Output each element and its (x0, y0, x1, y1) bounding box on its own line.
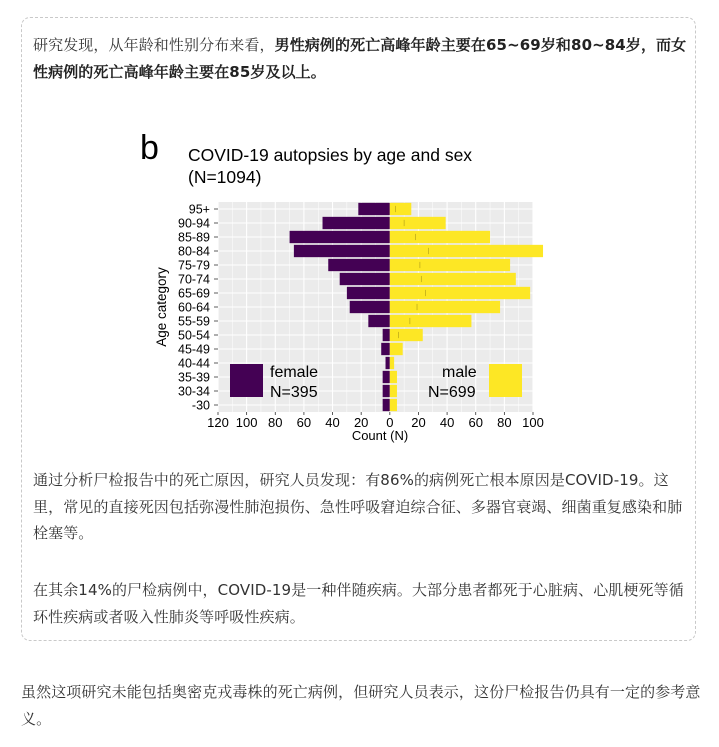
bar-male-95+ (390, 203, 411, 215)
bar-female-35-39 (383, 371, 390, 383)
x-tick-label: 40 (325, 415, 340, 430)
y-tick-label: -30 (191, 398, 210, 413)
comorbidity-paragraph: 在其余14%的尸检病例中，COVID-19是一种伴随疾病。大部分患者都死于心脏病、心肌梗死等循环性疾病或者吸入性肺炎等呼吸性疾病。 (33, 581, 684, 626)
y-axis-title: Age category (154, 267, 169, 347)
y-tick-label: 30-34 (178, 384, 210, 399)
bar-female-45-49 (381, 343, 390, 355)
bar-female-75-79 (328, 259, 390, 271)
x-tick-label: 100 (522, 415, 544, 430)
bar-male-30-34 (390, 385, 397, 397)
age-sex-pyramid-figure (140, 124, 544, 454)
y-tick-label: 60-64 (178, 300, 210, 315)
bar-female-85-89 (290, 231, 390, 243)
chart-title: COVID-19 autopsies by age and sex (188, 145, 473, 165)
bar-female-30-34 (383, 385, 390, 397)
x-tick-label: 60 (296, 415, 312, 430)
y-tick-label: 70-74 (178, 272, 210, 287)
y-tick-label: 95+ (188, 202, 210, 217)
bar-female-80-84 (294, 245, 390, 257)
legend-male-swatch (489, 364, 522, 397)
y-tick-labels (178, 203, 218, 413)
bar-female-60-64 (350, 301, 390, 313)
legend-female-name: female (270, 364, 319, 381)
bar-male-40-44 (390, 357, 394, 369)
bar-male-75-79 (390, 259, 510, 271)
bar-female-95+ (358, 203, 390, 215)
legend-female-swatch (230, 364, 263, 397)
bar-male-60-64 (390, 301, 500, 313)
y-tick-label: 55-59 (178, 314, 210, 329)
y-tick-label: 80-84 (178, 244, 210, 259)
bar-male-50-54 (390, 329, 423, 341)
y-tick-label: 40-44 (178, 356, 210, 371)
bar-male-90-94 (390, 217, 446, 229)
y-tick-label: 50-54 (178, 328, 210, 343)
y-tick-label: 85-89 (178, 230, 210, 245)
legend-female-count: N=395 (270, 384, 318, 401)
bar-male--30 (390, 399, 397, 411)
x-tick-label: 120 (207, 415, 229, 430)
bar-male-55-59 (390, 315, 472, 327)
cause-of-death-paragraph: 通过分析尸检报告中的死亡原因，研究人员发现：有86%的病例死亡根本原因是COVID-19。这里，常见的直接死因包括弥漫性肺泡损伤、急性呼吸窘迫综合征、多器官衰竭、细菌重复感染和肺栓塞等。 (33, 471, 683, 542)
bar-male-70-74 (390, 273, 516, 285)
findings-intro-text: 研究发现，从年龄和性别分布来看， (33, 36, 275, 54)
conclusion-paragraph: 虽然这项研究未能包括奥密克戎毒株的死亡病例，但研究人员表示，这份尸检报告仍具有一定的参考意义。 (21, 683, 701, 728)
chart-subtitle: (N=1094) (188, 167, 262, 187)
legend-male-count: N=699 (428, 384, 476, 401)
x-tick-label: 80 (268, 415, 283, 430)
bar-male-45-49 (390, 343, 403, 355)
y-tick-label: 65-69 (178, 286, 210, 301)
y-tick-label: 35-39 (178, 370, 210, 385)
findings-bold-text: 男性病例的死亡高峰年龄主要在65~69岁和80~84岁，而女性病例的死亡高峰年龄主要在85岁及以上。 (33, 36, 687, 81)
bar-female-50-54 (383, 329, 390, 341)
bar-female--30 (383, 399, 390, 411)
bar-female-55-59 (368, 315, 389, 327)
bar-female-90-94 (323, 217, 390, 229)
bar-male-85-89 (390, 231, 490, 243)
x-axis-title: Count (N) (351, 428, 409, 443)
bar-female-40-44 (386, 357, 390, 369)
pyramid-chart (140, 124, 544, 454)
bar-male-35-39 (390, 371, 397, 383)
x-tick-label: 100 (235, 415, 258, 430)
x-tick-label: 20 (353, 415, 369, 430)
y-tick-label: 45-49 (178, 342, 210, 357)
x-tick-label: 60 (468, 415, 483, 430)
panel-label: b (140, 129, 159, 167)
x-tick-label: 40 (439, 415, 455, 430)
bar-male-80-84 (390, 245, 543, 257)
legend-male-name: male (442, 364, 477, 381)
x-tick-label: 20 (411, 415, 426, 430)
x-tick-label: 80 (497, 415, 512, 430)
x-tick-label: 0 (386, 415, 394, 430)
y-tick-label: 75-79 (178, 258, 210, 273)
findings-paragraph (33, 32, 693, 85)
bar-female-65-69 (347, 287, 390, 299)
bar-female-70-74 (340, 273, 390, 285)
y-tick-label: 90-94 (178, 216, 210, 231)
bar-male-65-69 (390, 287, 530, 299)
